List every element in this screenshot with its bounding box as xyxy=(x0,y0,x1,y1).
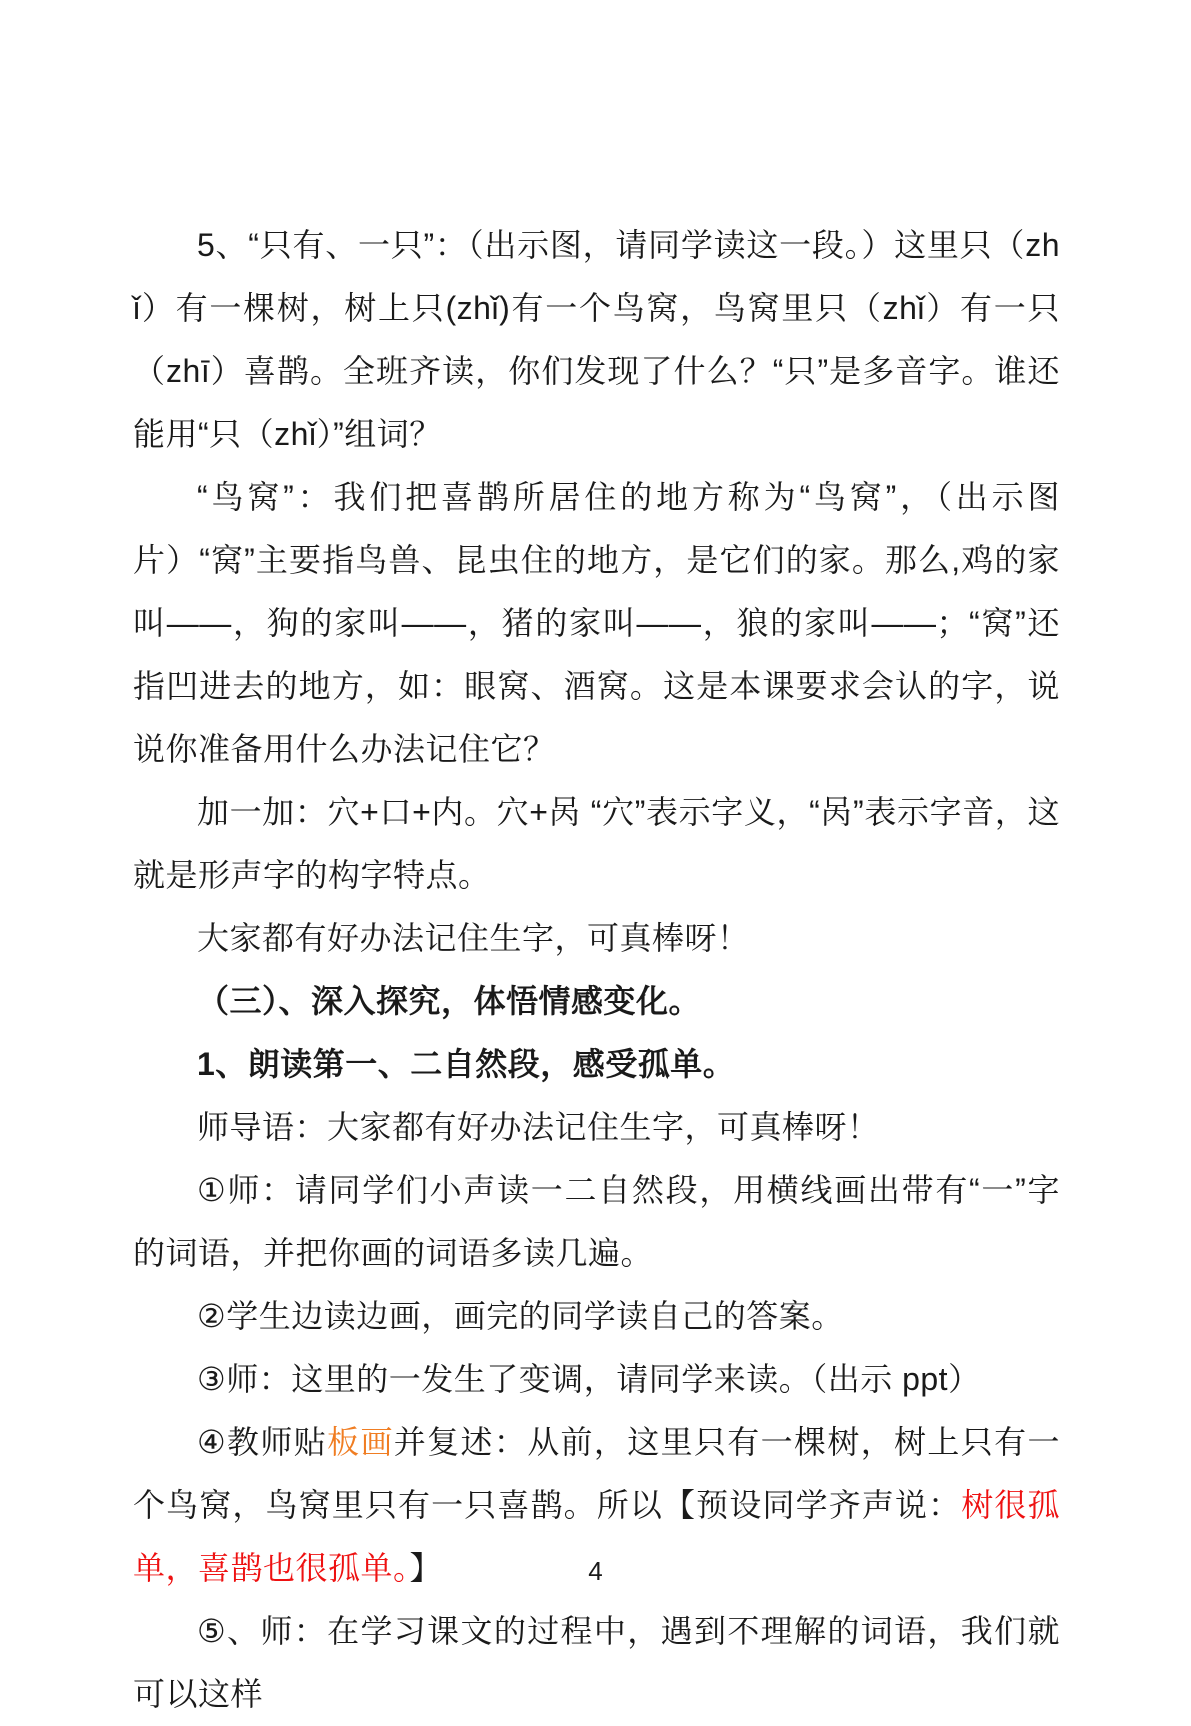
paragraph xyxy=(133,1348,1060,1411)
highlighted-text-segment: 板画 xyxy=(327,1424,394,1460)
text-segment: ⑤、师：在学习课文的过程中，遇到不理解的词语，我们就可以这样 xyxy=(133,1613,1060,1712)
text-segment: 加一加：穴+口+内。穴+呙 “穴”表示字义，“呙”表示字音，这就是形声字的构字特点。 xyxy=(133,794,1060,893)
paragraph xyxy=(133,1159,1060,1285)
text-segment: 大家都有好办法记住生字，可真棒呀！ xyxy=(197,920,750,956)
text-segment: 5、“只有、一只”：（出示图，请同学读这一段。）这里只（zhǐ）有一棵树，树上只(zhǐ)有一个鸟窝，鸟窝里只（zhǐ）有一只（zhī）喜鹊。全班齐读，你们发现了什么？“只”是多音字。谁还能用“只（zhǐ）”组词？ xyxy=(133,227,1060,452)
text-segment: ④教师贴 xyxy=(197,1424,328,1460)
document-body xyxy=(133,214,1060,1726)
text-segment: （三）、深入探究，体悟情感变化。 xyxy=(197,983,702,1019)
page-number: 4 xyxy=(588,1556,603,1586)
text-segment: “鸟窝”：我们把喜鹊所居住的地方称为“鸟窝”，（出示图片）“窝”主要指鸟兽、昆虫住的地方，是它们的家。那么,鸡的家叫——，狗的家叫——，猪的家叫——，狼的家叫——；“窝”还指凹进去的地方，如：眼窝、酒窝。这是本课要求会认的字，说说你准备用什么办法记住它？ xyxy=(133,479,1060,767)
paragraph xyxy=(133,1285,1060,1348)
text-segment: 】 xyxy=(409,1550,443,1586)
text-segment: ①师：请同学们小声读一二自然段，用横线画出带有“一”字的词语，并把你画的词语多读几遍。 xyxy=(133,1172,1060,1271)
text-segment: 师导语：大家都有好办法记住生字，可真棒呀！ xyxy=(197,1109,880,1145)
paragraph xyxy=(133,466,1060,781)
paragraph xyxy=(133,1600,1060,1726)
text-segment: 1、朗读第一、二自然段，感受孤单。 xyxy=(197,1046,736,1082)
paragraph xyxy=(133,1096,1060,1159)
heading-paragraph xyxy=(133,1033,1060,1096)
paragraph xyxy=(133,907,1060,970)
heading-paragraph xyxy=(133,970,1060,1033)
paragraph xyxy=(133,781,1060,907)
text-segment: 并复述：从前，这里只有一棵树，树上只有一个鸟窝，鸟窝里只有一只喜鹊。所以【预设同学齐声说： xyxy=(133,1424,1060,1523)
text-segment: ③师：这里的一发生了变调，请同学来读。（出示 ppt） xyxy=(197,1361,981,1397)
highlighted-text-segment: 树很孤单，喜鹊也很孤单。 xyxy=(133,1487,1060,1586)
paragraph xyxy=(133,214,1060,466)
text-segment: ②学生边读边画，画完的同学读自己的答案。 xyxy=(197,1298,844,1334)
